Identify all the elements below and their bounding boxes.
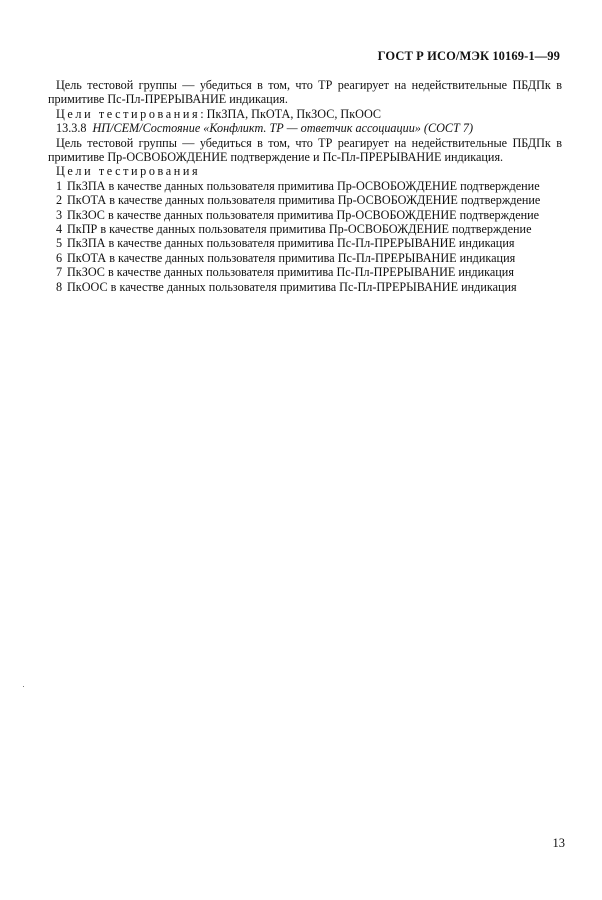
document-header: ГОСТ Р ИСО/МЭК 10169-1—99 [377, 49, 560, 63]
list-item-text: ПкЗОС в качестве данных пользователя примитива Пр-ОСВОБОЖДЕНИЕ подтверждение [67, 207, 540, 222]
list-item-text: ПкЗПА в качестве данных пользователя примитива Пр-ОСВОБОЖДЕНИЕ подтверждение [67, 178, 540, 193]
list-item-number: 3 [56, 207, 63, 222]
list-item-text: ПкООС в качестве данных пользователя примитива Пс-Пл-ПРЕРЫВАНИЕ индикация [67, 279, 517, 294]
list-item [48, 222, 562, 236]
list-item [48, 179, 562, 193]
section-number: 13.3.8 [56, 121, 87, 136]
list-item [48, 265, 562, 279]
list-item [48, 208, 562, 222]
list-item-number: 8 [56, 279, 63, 294]
section-heading [48, 121, 562, 135]
purposes-heading: Цели тестирования [56, 164, 201, 179]
list-item-number: 6 [56, 250, 63, 265]
document-body [48, 78, 562, 294]
list-item-text: ПкЗПА в качестве данных пользователя примитива Пс-Пл-ПРЕРЫВАНИЕ индикация [67, 236, 515, 251]
list-item-number: 7 [56, 265, 63, 280]
list-item [48, 251, 562, 265]
list-item-number: 5 [56, 236, 63, 251]
list-item-text: ПкОТА в качестве данных пользователя примитива Пс-Пл-ПРЕРЫВАНИЕ индикация [67, 250, 516, 265]
list-item-number: 1 [56, 178, 63, 193]
test-purposes-values: : ПкЗПА, ПкОТА, ПкЗОС, ПкООС [200, 106, 382, 121]
page-number: 13 [552, 836, 565, 850]
list-item-text: ПкПР в качестве данных пользователя примитива Пр-ОСВОБОЖДЕНИЕ подтверждение [67, 222, 532, 237]
section-title: НП/СЕМ/Состояние «Конфликт. ТР — ответчик ассоциации» (СОСТ 7) [92, 121, 474, 136]
list-item [48, 280, 562, 294]
list-item [48, 236, 562, 250]
intro-paragraph: Цель тестовой группы — убедиться в том, что ТР реагирует на недействительные ПБДПк в примитиве Пс-Пл-ПРЕРЫВАНИЕ индикация. [48, 78, 562, 107]
list-item-text: ПкЗОС в качестве данных пользователя примитива Пс-Пл-ПРЕРЫВАНИЕ индикация [67, 265, 514, 280]
list-item-number: 2 [56, 193, 63, 208]
list-item-number: 4 [56, 222, 63, 237]
list-item [48, 193, 562, 207]
margin-mark [23, 686, 24, 687]
test-purposes-label: Цели тестирования [56, 106, 201, 121]
section-paragraph: Цель тестовой группы — убедиться в том, что ТР реагирует на недействительные ПБДПк в примитиве Пр-ОСВОБОЖДЕНИЕ подтверждение и Пс-Пл-ПРЕРЫВАНИЕ индикация. [48, 135, 562, 165]
list-item-text: ПкОТА в качестве данных пользователя примитива Пр-ОСВОБОЖДЕНИЕ подтверждение [67, 193, 541, 208]
test-purposes-line [48, 107, 562, 121]
purposes-list [48, 179, 562, 294]
